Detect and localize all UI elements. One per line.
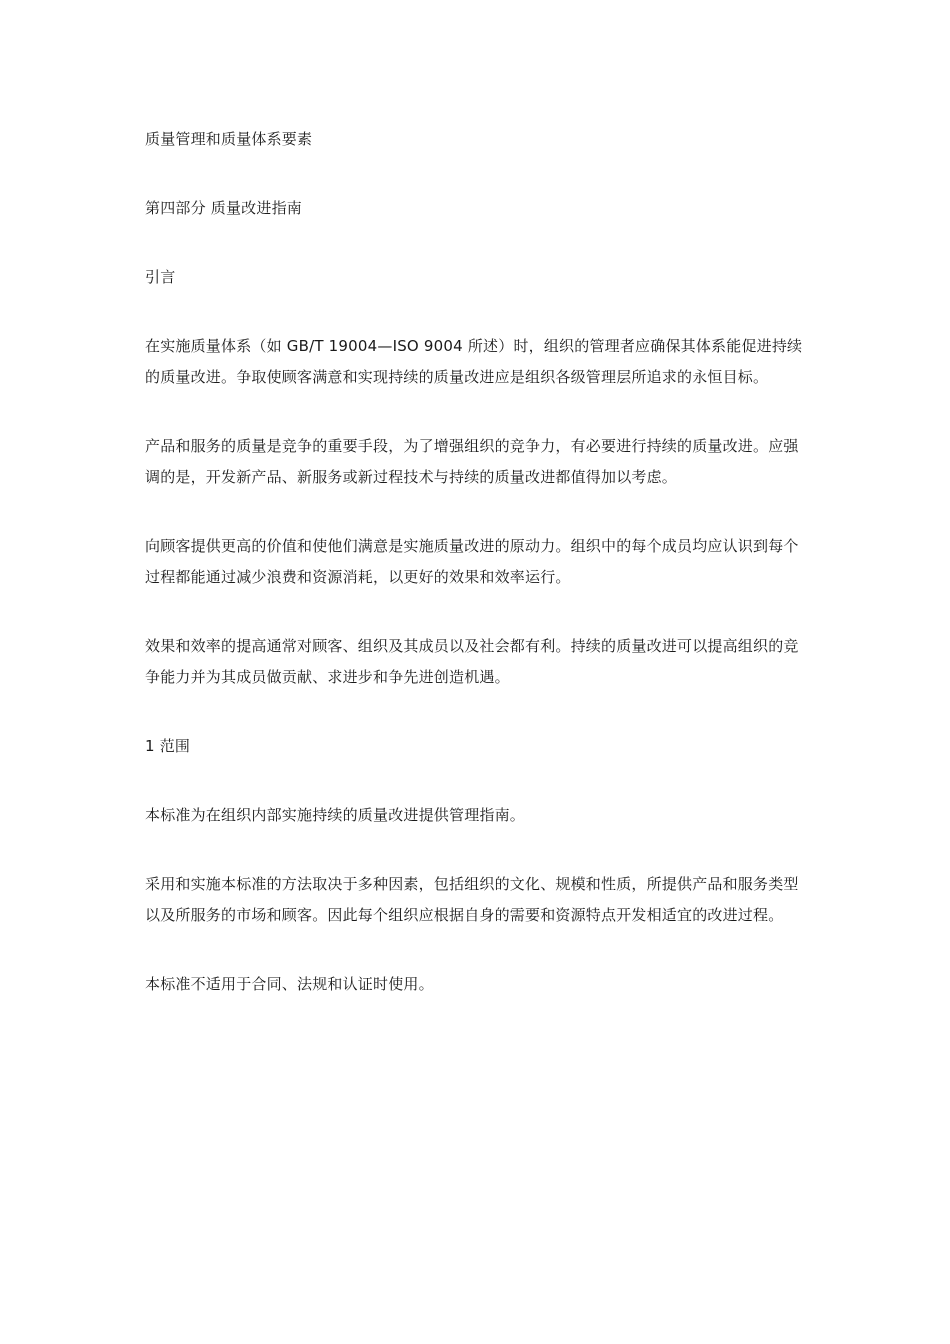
scope-paragraph-2: 采用和实施本标准的方法取决于多种因素，包括组织的文化、规模和性质，所提供产品和服务类型以及所服务的市场和顾客。因此每个组织应根据自身的需要和资源特点开发相适宜的改进过程。 (145, 875, 799, 924)
scope-heading: 1 范围 (145, 737, 191, 755)
intro-paragraph-3: 向顾客提供更高的价值和使他们满意是实施质量改进的原动力。组织中的每个成员均应认识到每个过程都能通过减少浪费和资源消耗，以更好的效果和效率运行。 (145, 537, 799, 586)
intro-heading: 引言 (145, 268, 176, 286)
intro-paragraph-1: 在实施质量体系（如 GB/T 19004—ISO 9004 所述）时，组织的管理者应确保其体系能促进持续的质量改进。争取使顾客满意和实现持续的质量改进应是组织各级管理层所追求的永恒目标。 (145, 337, 803, 386)
intro-paragraph-4: 效果和效率的提高通常对顾客、组织及其成员以及社会都有利。持续的质量改进可以提高组织的竞争能力并为其成员做贡献、求进步和争先进创造机遇。 (145, 637, 799, 686)
part-heading: 第四部分 质量改进指南 (145, 199, 302, 217)
document-body (145, 124, 805, 1038)
document-title: 质量管理和质量体系要素 (145, 130, 313, 148)
scope-paragraph-3: 本标准不适用于合同、法规和认证时使用。 (145, 975, 434, 993)
intro-paragraph-2: 产品和服务的质量是竞争的重要手段，为了增强组织的竞争力，有必要进行持续的质量改进。应强调的是，开发新产品、新服务或新过程技术与持续的质量改进都值得加以考虑。 (145, 437, 799, 486)
scope-paragraph-1: 本标准为在组织内部实施持续的质量改进提供管理指南。 (145, 806, 526, 824)
